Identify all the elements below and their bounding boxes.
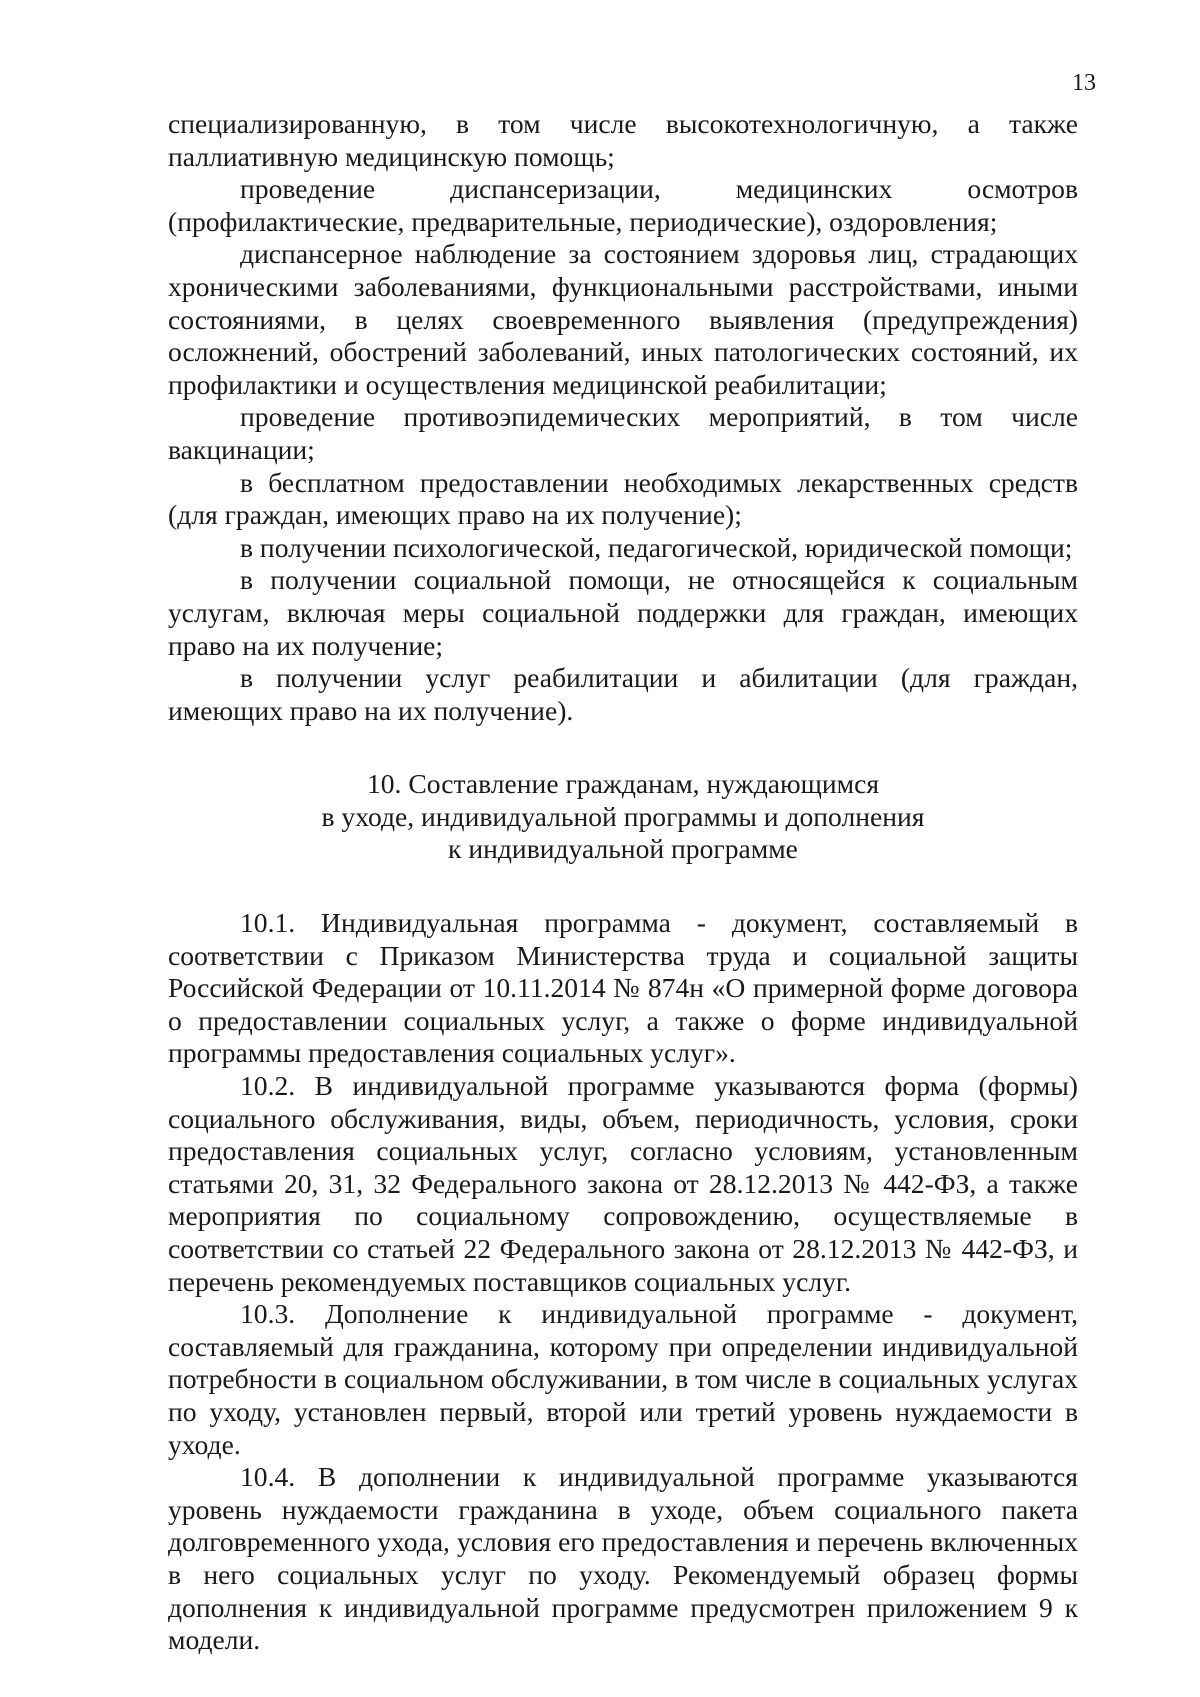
intro-paragraph: в бесплатном предоставлении необходимых лекарственных средств (для граждан, имеющих право на их получение); [168,466,1078,531]
document-body [168,108,1078,1657]
section-heading-line: к индивидуальной программе [448,833,798,865]
section-paragraph-10-4: 10.4. В дополнении к индивидуальной программе указываются уровень нуждаемости гражданина в уходе, объем социального пакета долговременного ухода, условия его предоставления и перечень включенных в него социальных услуг по уходу. Рекомендуемый образец формы дополнения к индивидуальной программе предусмотрен приложением 9 к модели. [168,1461,1078,1656]
intro-paragraph: диспансерное наблюдение за состоянием здоровья лиц, страдающих хроническими заболеваниями, функциональными расстройствами, иными состояниями, в целях своевременного выявления (предупреждения) осложнений, обострений заболеваний, иных патологических состояний, их профилактики и осуществления медицинской реабилитации; [168,238,1078,400]
section-paragraph-10-2: 10.2. В индивидуальной программе указываются форма (формы) социального обслуживания, виды, объем, периодичность, условия, сроки предоставления социальных услуг, согласно условиям, установленным статьями 20, 31, 32 Федерального закона от 28.12.2013 № 442-ФЗ, а также мероприятия по социальному сопровождению, осуществляемые в соответствии со статьей 22 Федерального закона от 28.12.2013 № 442-ФЗ, и перечень рекомендуемых поставщиков социальных услуг. [168,1070,1078,1297]
page-number: 13 [1072,70,1096,96]
intro-paragraph: в получении услуг реабилитации и абилитации (для граждан, имеющих право на их получение). [168,662,1078,726]
intro-paragraph: в получении социальной помощи, не относящейся к социальным услугам, включая меры социальной поддержки для граждан, имеющих право на их получение; [168,564,1078,661]
intro-paragraph: проведение противоэпидемических мероприятий, в том числе вакцинации; [168,401,1078,465]
section-heading-line: в уходе, индивидуальной программы и дополнения [321,800,925,832]
section-heading-line: 10. Составление гражданам, нуждающимся [366,768,880,800]
section-heading [168,768,1078,866]
section-paragraph-10-3: 10.3. Дополнение к индивидуальной программе - документ, составляемый для гражданина, которому при определении индивидуальной потребности в социальном обслуживании, в том числе в социальных услугах по уходу, установлен первый, второй или третий уровень нуждаемости в уходе. [168,1298,1078,1460]
intro-paragraph: в получении психологической, педагогической, юридической помощи; [240,531,1073,563]
intro-paragraph: проведение диспансеризации, медицинских осмотров (профилактические, предварительные, периодические), оздоровления; [168,173,1078,237]
section-paragraph-10-1: 10.1. Индивидуальная программа - документ, составляемый в соответствии с Приказом Министерства труда и социальной защиты Российской Федерации от 10.11.2014 № 874н «О примерной форме договора о предоставлении социальных услуг, а также о форме индивидуальной программы предоставления социальных услуг». [168,907,1078,1069]
intro-paragraph: специализированную, в том числе высокотехнологичную, а также паллиативную медицинскую помощь; [168,108,1078,172]
